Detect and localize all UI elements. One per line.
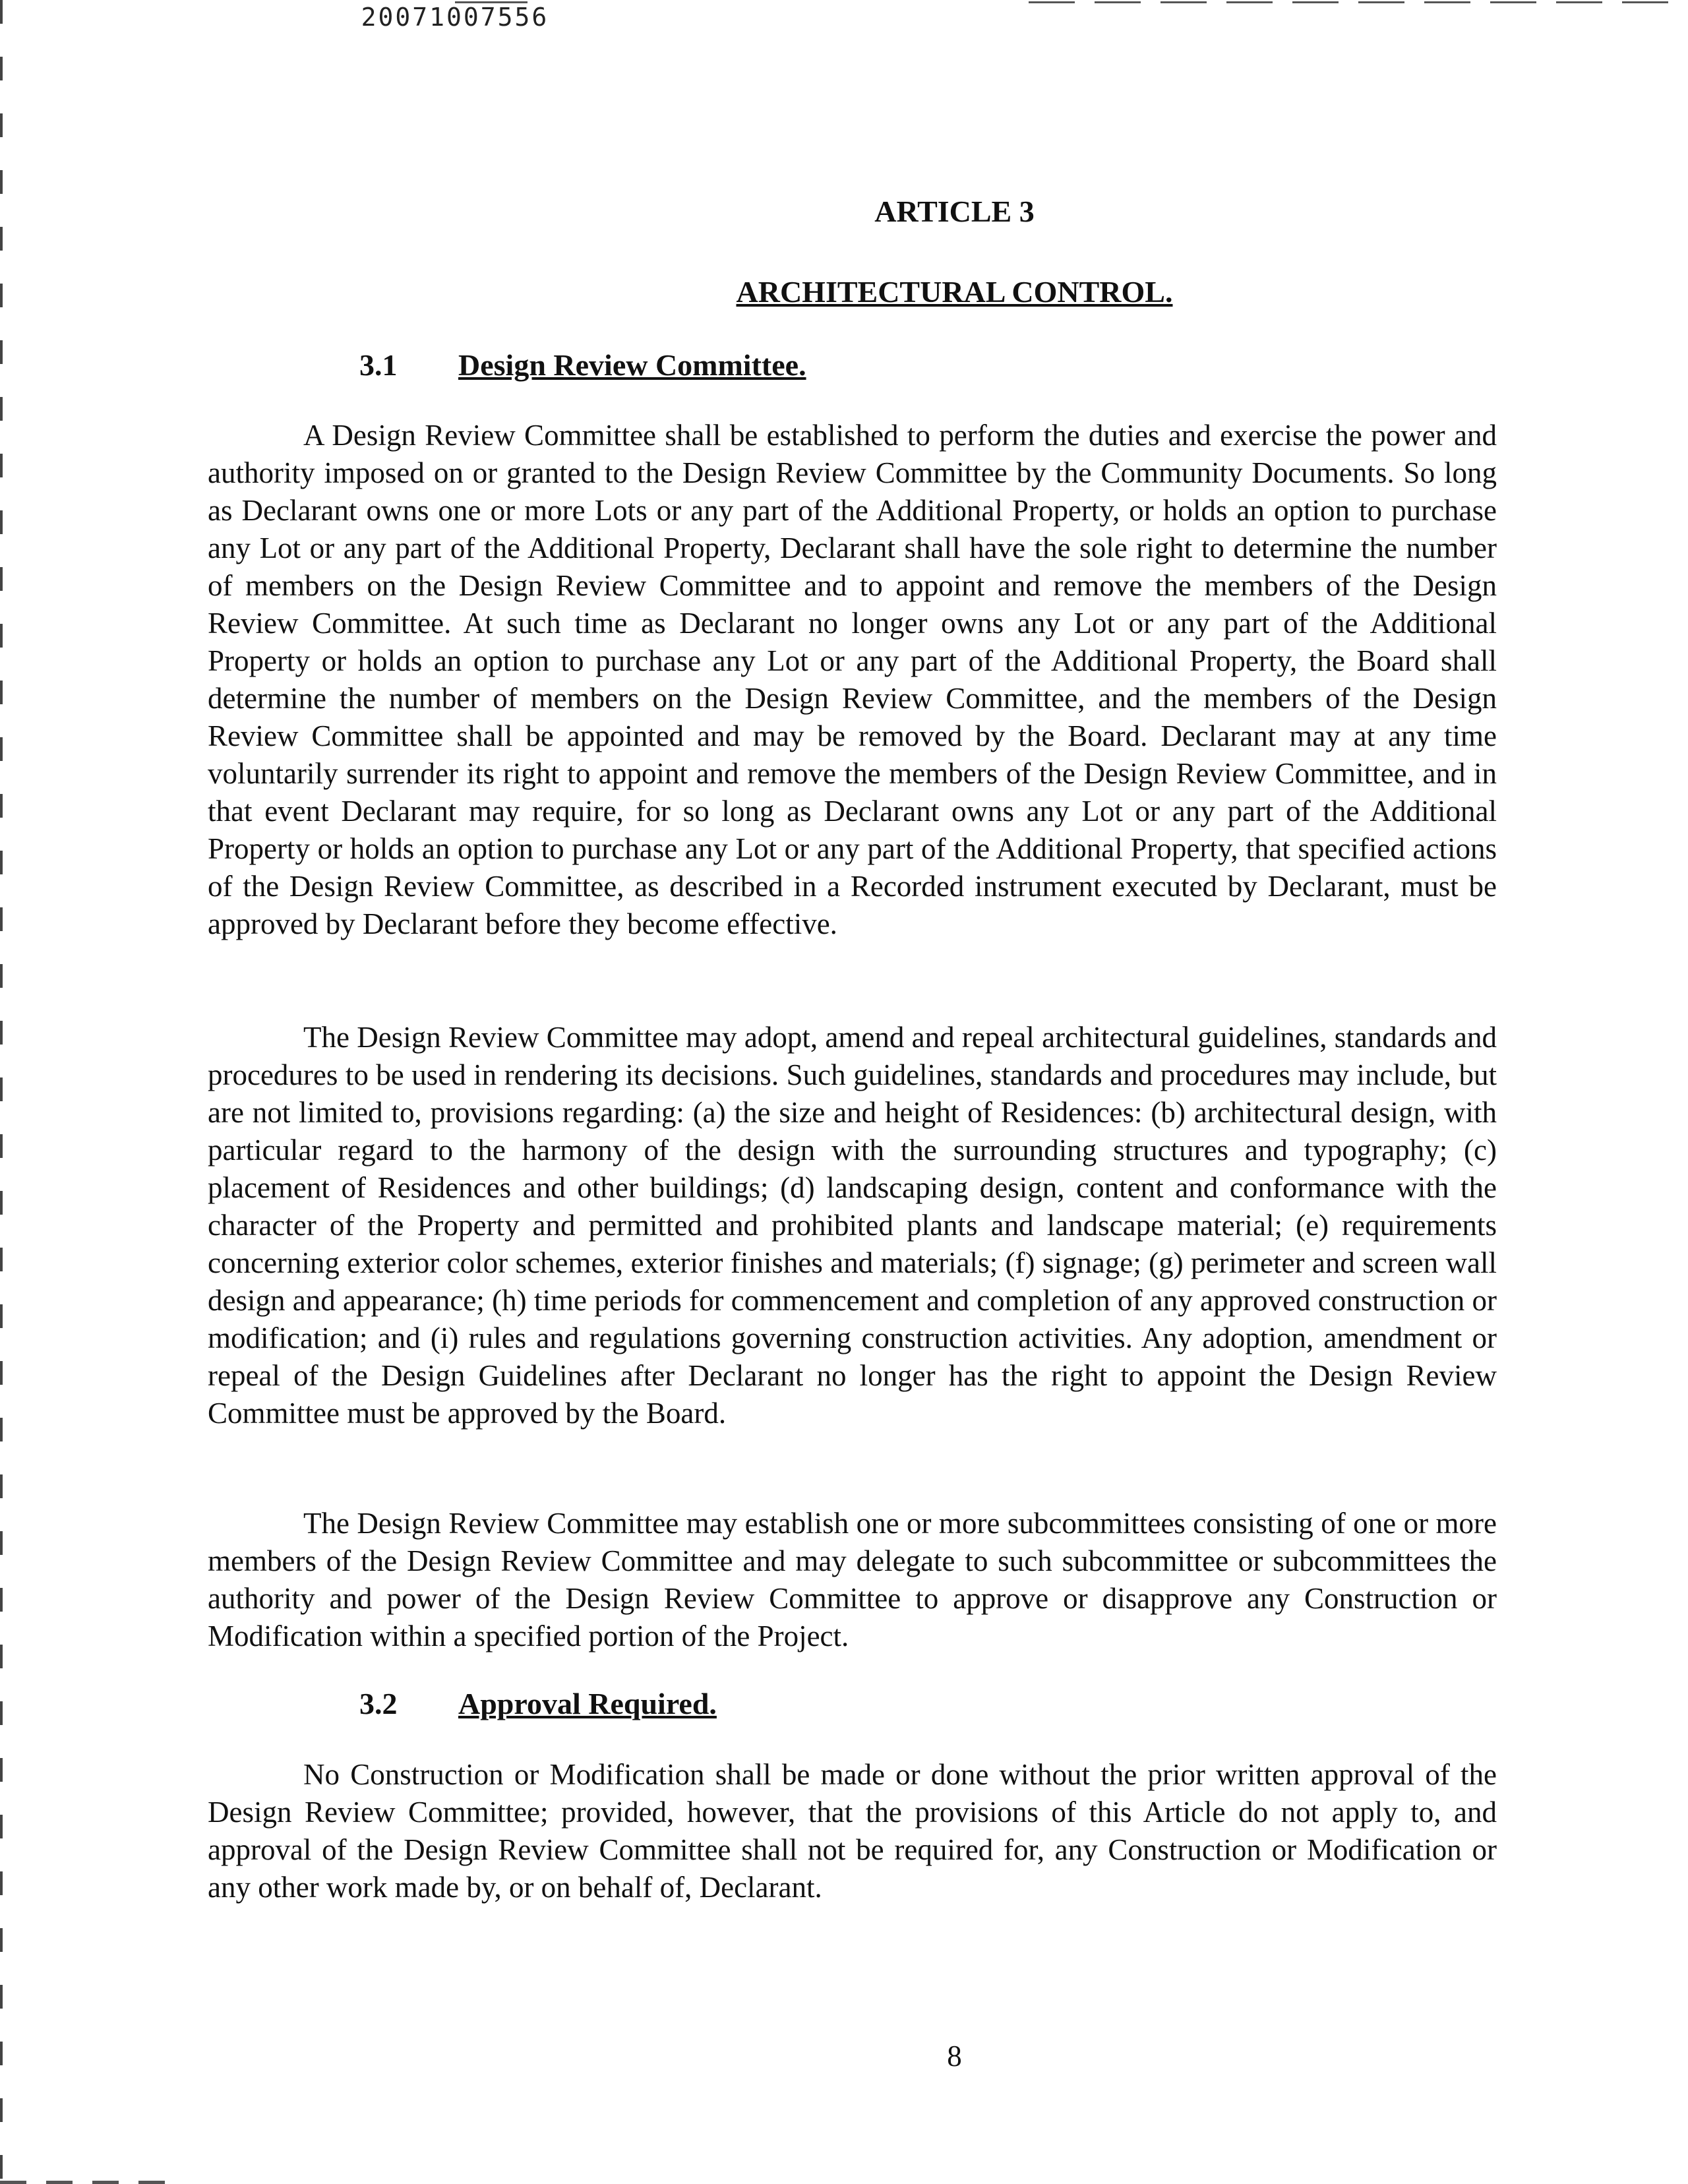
section-heading-3-2 — [359, 1685, 717, 1722]
section-number: 3.2 — [359, 1687, 398, 1720]
paragraph: No Construction or Modification shall be made or done without the prior written approval of the Design Review Committee; provided, however, that the provisions of this Article do not apply to, and approval of the Design Review Committee shall not be required for, any Construction or Modification or any other work made by, or on behalf of, Declarant. — [208, 1758, 1497, 1904]
paragraph: A Design Review Committee shall be established to perform the duties and exercise the power and authority imposed on or granted to the Design Review Committee by the Community Documents. So long as Declarant owns one or more Lots or any part of the Additional Property, or holds an option to purchase any Lot or any part of the Additional Property, Declarant shall have the sole right to determine the number of members on the Design Review Committee and to appoint and remove the members of the Design Review Committee. At such time as Declarant no longer owns any Lot or any part of the Additional Property or holds an option to purchase any Lot or any part of the Additional Property, the Board shall determine the number of members on the Design Review Committee, and the members of the Design Review Committee shall be appointed and may be removed by the Board. Declarant may at any time voluntarily surrender its right to appoint and remove the members of the Design Review Committee, and in that event Declarant may require, for so long as Declarant owns any Lot or any part of the Additional Property or holds an option to purchase any Lot or any part of the Additional Property, that specified actions of the Design Review Committee, as described in a Recorded instrument executed by Declarant, must be approved by Declarant before they become effective. — [208, 419, 1497, 940]
page-number: 8 — [947, 2040, 962, 2073]
document-page — [208, 0, 1497, 2184]
article-subtitle: ARCHITECTURAL CONTROL. — [736, 275, 1173, 309]
section-title: Approval Required. — [458, 1687, 717, 1720]
scan-bottom-edge-marks — [0, 2181, 171, 2184]
section-title: Design Review Committee. — [458, 348, 806, 382]
article-title: ARTICLE 3 — [874, 195, 1035, 228]
document-number: 20071007556 — [361, 3, 549, 32]
scan-left-edge-marks — [0, 0, 3, 2184]
paragraph: The Design Review Committee may adopt, amend and repeal architectural guidelines, standards and procedures to be used in rendering its decisions. Such guidelines, standards and procedures may include, but are not limited to, provisions regarding: (a) the size and height of Residences: (b) architectural design, with particular regard to the harmony of the design with the surrounding structures and typography; (c) placement of Residences and other buildings; (d) landscaping design, content and conformance with the character of the Property and permitted and prohibited plants and landscape material; (e) requirements concerning exterior color schemes, exterior finishes and materials; (f) signage; (g) perimeter and screen wall design and appearance; (h) time periods for commencement and completion of any approved construction or modification; and (i) rules and regulations governing construction activities. Any adoption, amendment or repeal of the Design Guidelines after Declarant no longer has the right to appoint the Design Review Committee must be approved by the Board. — [208, 1021, 1497, 1430]
paragraph: The Design Review Committee may establish one or more subcommittees consisting of one or more members of the Design Review Committee and may delegate to such subcommittee or subcommittees the authority and power of the Design Review Committee to approve or disapprove any Construction or Modification within a specified portion of the Project. — [208, 1507, 1497, 1653]
section-heading-3-1 — [359, 346, 806, 384]
section-number: 3.1 — [359, 348, 398, 382]
